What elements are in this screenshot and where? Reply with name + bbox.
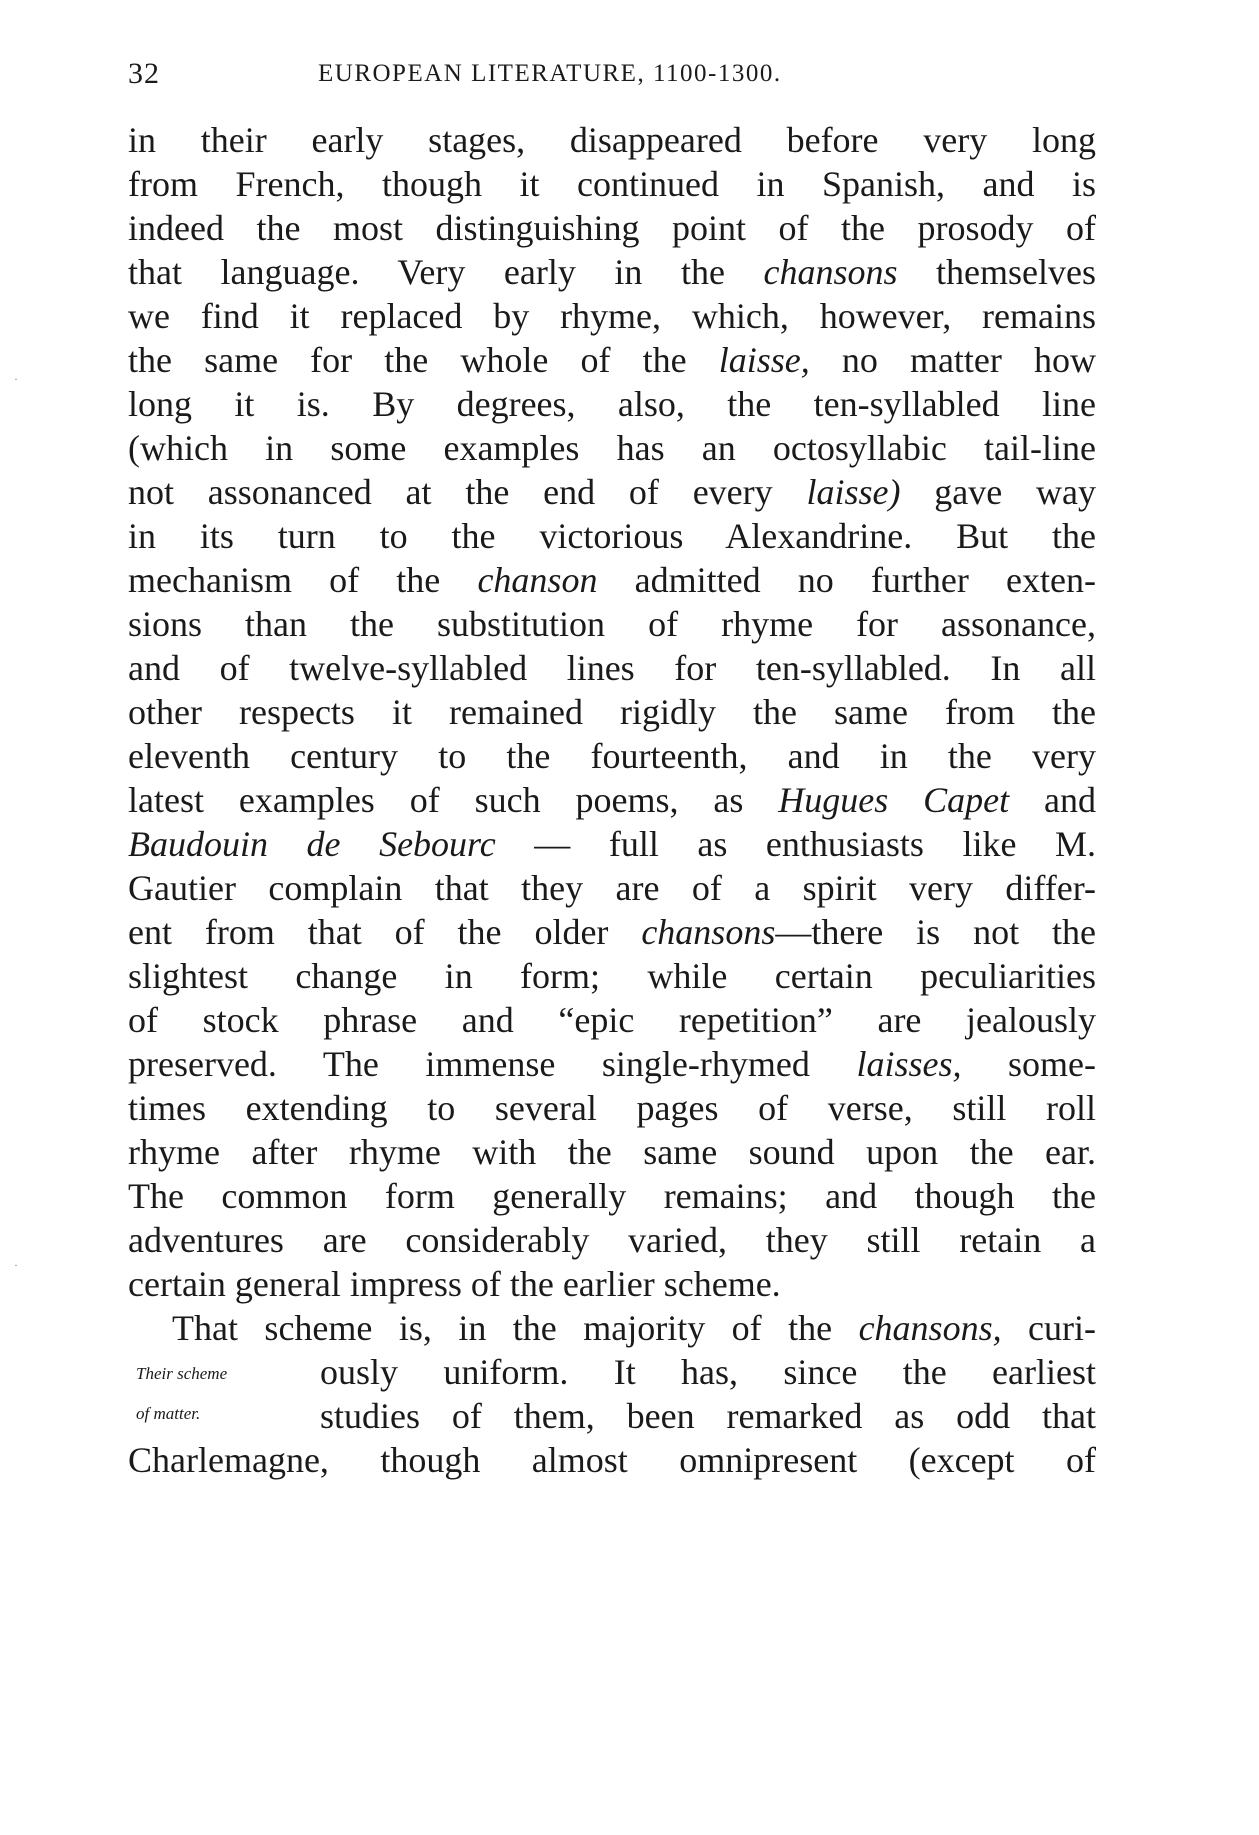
line-text: ously uniform. It has, since the earliest — [320, 1352, 1096, 1392]
line-text: preserved. The immense single-rhymed — [128, 1044, 857, 1084]
line-text: in its turn to the victorious Alexandrine. But the — [128, 516, 1096, 556]
running-head — [128, 54, 1078, 94]
text-line — [128, 1436, 1096, 1484]
line-text: from French, though it continued in Spanish, and is — [128, 164, 1096, 204]
text-line — [128, 600, 1096, 648]
line-text: certain general impress of the earlier scheme. — [128, 1264, 781, 1304]
line-text: — full as enthusiasts like M. — [495, 824, 1096, 864]
line-text: times extending to several pages of verse, still roll — [128, 1088, 1096, 1128]
text-line — [128, 952, 1096, 1000]
sidenote-line-2: of matter. — [136, 1404, 201, 1423]
line-text: long it is. By degrees, also, the ten-syllabled line — [128, 384, 1096, 424]
text-line — [128, 644, 1096, 692]
text-line — [172, 1304, 1096, 1352]
text-line — [128, 424, 1096, 472]
line-text: in their early stages, disappeared before very long — [128, 120, 1096, 160]
line-text: that language. Very early in the — [128, 252, 764, 292]
line-text: rhyme after rhyme with the same sound upon the ear. — [128, 1132, 1096, 1172]
line-text: (which in some examples has an octosyllabic tail-line — [128, 428, 1096, 468]
text-line — [320, 1348, 1096, 1396]
text-line — [128, 556, 1096, 604]
text-line — [128, 380, 1096, 428]
line-text: and — [1009, 780, 1096, 820]
text-line — [128, 820, 1096, 868]
italic-text: chansons — [641, 912, 776, 952]
line-text: not assonanced at the end of every — [128, 472, 807, 512]
italic-text: chansons — [763, 252, 898, 292]
line-text: studies of them, been remarked as odd that — [320, 1396, 1096, 1436]
line-text: curi- — [1001, 1308, 1096, 1348]
italic-text: laisse) — [806, 472, 901, 512]
text-line — [128, 732, 1096, 780]
line-text: adventures are considerably varied, they still retain a — [128, 1220, 1096, 1260]
text-line — [128, 468, 1096, 516]
text-line — [128, 1040, 1096, 1088]
line-text: and of twelve-syllabled lines for ten-syllabled. In all — [128, 648, 1096, 688]
line-text: gave way — [900, 472, 1096, 512]
margin-mark: · — [14, 372, 18, 386]
line-text: we find it replaced by rhyme, which, however, remains — [128, 296, 1096, 336]
italic-text: laisses, — [856, 1044, 962, 1084]
line-text: slightest change in form; while certain peculiarities — [128, 956, 1096, 996]
line-text: themselves — [897, 252, 1096, 292]
sidenote-line-1: Their scheme — [136, 1364, 228, 1383]
text-line — [128, 1128, 1096, 1176]
text-line — [128, 116, 1096, 164]
italic-text: Baudouin de Sebourc — [128, 824, 496, 864]
text-line — [128, 336, 1096, 384]
text-line — [128, 204, 1096, 252]
text-line — [128, 996, 1096, 1044]
line-text: other respects it remained rigidly the same from the — [128, 692, 1096, 732]
text-line — [128, 1084, 1096, 1132]
text-line — [128, 776, 1096, 824]
italic-text: chanson — [477, 560, 598, 600]
line-text: indeed the most distinguishing point of the prosody of — [128, 208, 1096, 248]
text-line — [128, 1260, 1096, 1308]
line-text: ent from that of the older — [128, 912, 642, 952]
italic-text: Hugues Capet — [778, 780, 1010, 820]
line-text: The common form generally remains; and though the — [128, 1176, 1096, 1216]
line-text: Gautier complain that they are of a spirit very differ- — [128, 868, 1096, 908]
text-line — [128, 864, 1096, 912]
text-line — [128, 160, 1096, 208]
line-text: eleventh century to the fourteenth, and in the very — [128, 736, 1096, 776]
text-line — [128, 512, 1096, 560]
line-text: of stock phrase and “epic repetition” are jealously — [128, 1000, 1096, 1040]
text-line — [320, 1392, 1096, 1440]
italic-text: chansons, — [858, 1308, 1002, 1348]
text-line — [128, 292, 1096, 340]
line-text: no matter how — [809, 340, 1097, 380]
line-text: sions than the substitution of rhyme for assonance, — [128, 604, 1096, 644]
page-number: 32 — [128, 57, 160, 90]
line-text: mechanism of the — [128, 560, 478, 600]
line-text: latest examples of such poems, as — [128, 780, 779, 820]
text-line — [128, 1216, 1096, 1264]
line-text: That scheme is, in the majority of the — [172, 1308, 859, 1348]
text-line — [128, 908, 1096, 956]
line-text: Charlemagne, though almost omnipresent (except of — [128, 1440, 1096, 1480]
text-line — [128, 248, 1096, 296]
text-line — [128, 1172, 1096, 1220]
text-line — [128, 688, 1096, 736]
running-title: EUROPEAN LITERATURE, 1100-1300. — [318, 60, 782, 87]
line-text: some- — [961, 1044, 1096, 1084]
line-text: admitted no further exten- — [597, 560, 1097, 600]
italic-text: laisse, — [718, 340, 810, 380]
line-text: —there is not the — [775, 912, 1096, 952]
line-text: the same for the whole of the — [128, 340, 719, 380]
margin-mark: · — [14, 1258, 18, 1272]
